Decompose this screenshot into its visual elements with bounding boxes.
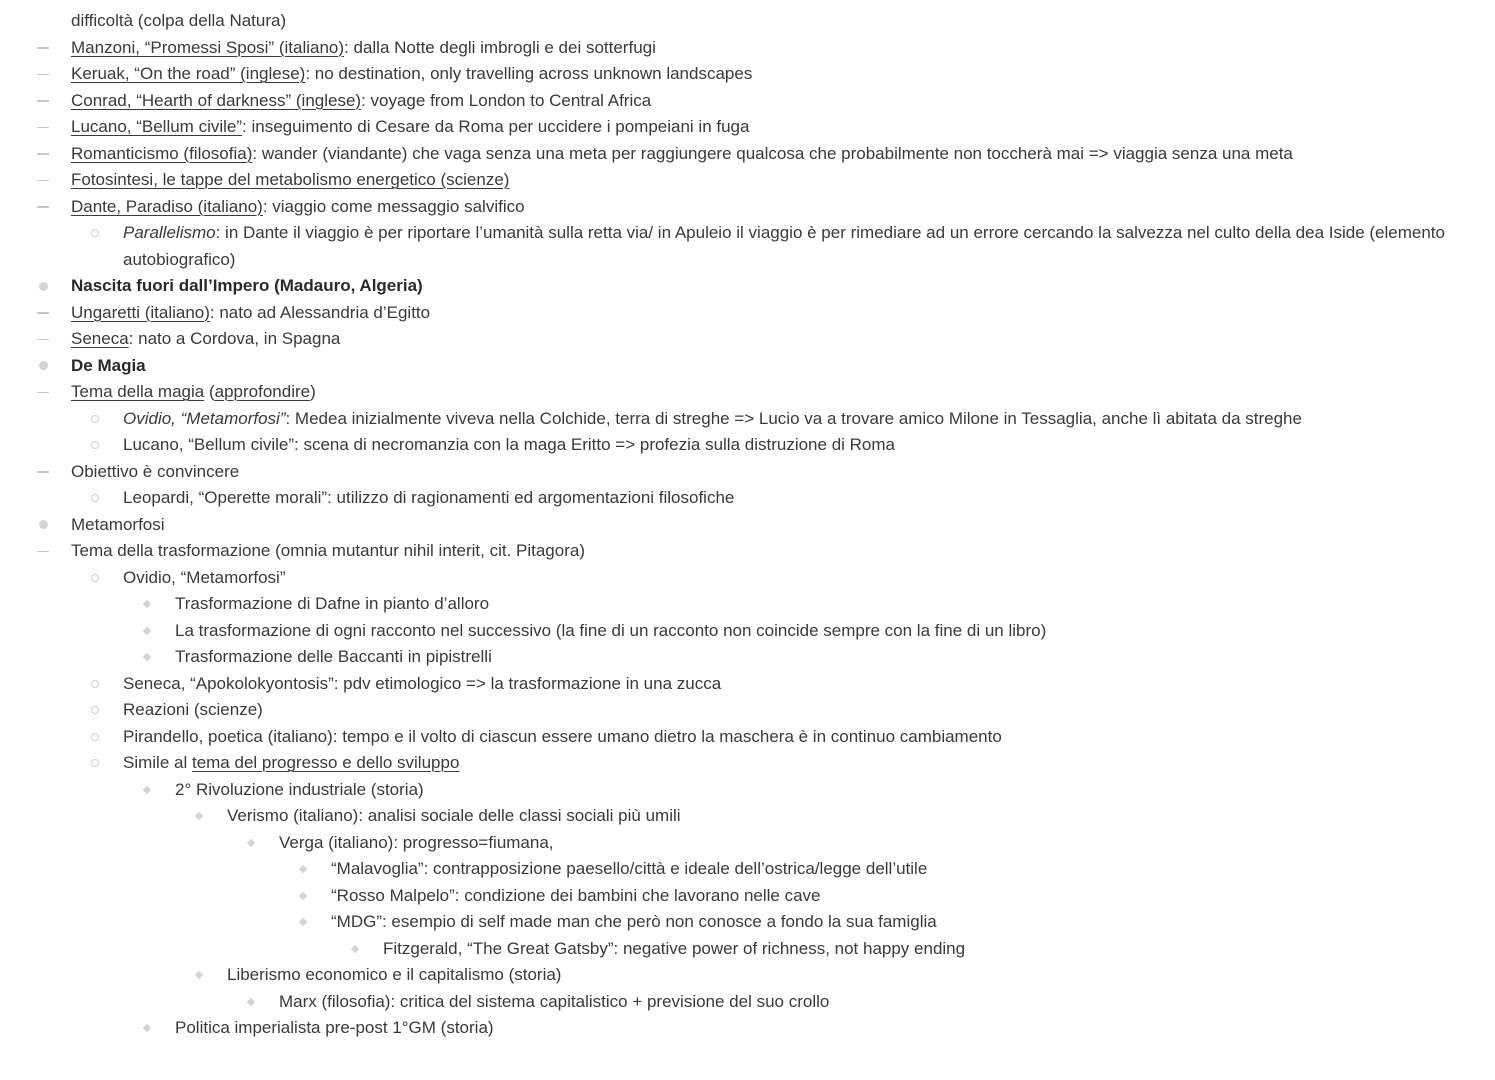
- item-text: Simile al: [123, 753, 192, 772]
- dash-bullet-icon: [36, 167, 50, 194]
- dash-bullet-icon: [36, 35, 50, 62]
- item-text: : viaggio come messaggio salvifico: [262, 196, 525, 216]
- diamond-bullet-icon: [296, 856, 310, 883]
- list-item: [0, 167, 1495, 194]
- item-text: Ovidio, “Metamorfosi”: [123, 567, 286, 587]
- list-item: [0, 750, 1495, 777]
- item-emphasis: Parallelismo: [123, 223, 216, 242]
- circle-bullet-icon: [88, 724, 102, 751]
- list-item: [0, 114, 1495, 141]
- dash-bullet-icon: [36, 300, 50, 327]
- section-heading: Nascita fuori dall’Impero (Madauro, Algeria): [71, 276, 423, 295]
- diamond-bullet-icon: [192, 803, 206, 830]
- list-item: [0, 88, 1495, 115]
- item-text: Politica imperialista pre-post 1°GM (storia): [175, 1018, 494, 1037]
- dash-bullet-icon: [36, 538, 50, 565]
- list-item: [0, 485, 1495, 512]
- list-item: [0, 300, 1495, 327]
- list-item: [0, 936, 1495, 963]
- item-emphasis: Ovidio, “Metamorfosi”: [123, 408, 286, 428]
- item-text: Lucano, “Bellum civile”: scena di necromanzia con la maga Eritto => profezia sulla distruzione di Roma: [123, 435, 895, 454]
- list-item: [0, 326, 1495, 353]
- item-text: 2° Rivoluzione industriale (storia): [175, 779, 424, 799]
- list-item: [0, 406, 1495, 433]
- topic-link[interactable]: Lucano, “Bellum civile”: [71, 117, 243, 136]
- item-text: Trasformazione delle Baccanti in pipistrelli: [175, 647, 492, 666]
- topic-link[interactable]: Fotosintesi, le tappe del metabolismo energetico (scienze): [71, 170, 510, 189]
- item-text: Fitzgerald, “The Great Gatsby”: negative power of richness, not happy ending: [383, 938, 966, 958]
- topic-link[interactable]: Ungaretti (italiano): [71, 302, 210, 322]
- diamond-bullet-icon: [140, 1015, 154, 1042]
- diamond-bullet-icon: [348, 936, 362, 963]
- dash-bullet-icon: [36, 114, 50, 141]
- item-text: Verismo (italiano): analisi sociale delle classi sociali più umili: [227, 806, 681, 825]
- topic-link[interactable]: Dante, Paradiso (italiano): [71, 196, 263, 216]
- item-text: Reazioni (scienze): [123, 700, 263, 719]
- list-item: [0, 618, 1495, 645]
- list-item: [0, 1015, 1495, 1042]
- item-text: ): [310, 382, 316, 401]
- circle-bullet-icon: [88, 565, 102, 592]
- circle-bullet-icon: [88, 220, 102, 247]
- list-item: [0, 724, 1495, 751]
- dash-bullet-icon: [36, 61, 50, 88]
- list-item: [0, 856, 1495, 883]
- dot-bullet-icon: [36, 273, 50, 300]
- item-text: “MDG”: esempio di self made man che però non conosce a fondo la sua famiglia: [331, 912, 937, 931]
- item-text: difficoltà (colpa della Natura): [71, 11, 287, 30]
- list-item: [0, 591, 1495, 618]
- item-text: : nato a Cordova, in Spagna: [128, 329, 341, 348]
- list-item: [0, 35, 1495, 62]
- list-item: [0, 273, 1495, 300]
- diamond-bullet-icon: [192, 962, 206, 989]
- list-item: [0, 989, 1495, 1016]
- list-item: [0, 644, 1495, 671]
- circle-bullet-icon: [88, 406, 102, 433]
- diamond-bullet-icon: [296, 883, 310, 910]
- list-item: [0, 565, 1495, 592]
- circle-bullet-icon: [88, 697, 102, 724]
- list-item: [0, 962, 1495, 989]
- dash-bullet-icon: [36, 459, 50, 486]
- diamond-bullet-icon: [244, 989, 258, 1016]
- topic-link[interactable]: Manzoni, “Promessi Sposi” (italiano): [71, 37, 345, 57]
- item-text: Tema della trasformazione (omnia mutantur nihil interit, cit. Pitagora): [71, 541, 585, 560]
- item-text: Verga (italiano): progresso=fiumana,: [279, 832, 554, 852]
- topic-link[interactable]: tema del progresso e dello sviluppo: [191, 753, 460, 772]
- item-text: Liberismo economico e il capitalismo (storia): [227, 965, 562, 984]
- item-text: “Rosso Malpelo”: condizione dei bambini che lavorano nelle cave: [331, 885, 821, 905]
- list-item: [0, 432, 1495, 459]
- item-text: Leopardi, “Operette morali”: utilizzo di ragionamenti ed argomentazioni filosofiche: [123, 488, 735, 507]
- topic-link[interactable]: Keruak, “On the road” (inglese): [71, 64, 306, 83]
- item-text: Marx (filosofia): critica del sistema capitalistico + previsione del suo crollo: [279, 991, 830, 1011]
- section-heading: De Magia: [71, 355, 146, 375]
- list-item: [0, 777, 1495, 804]
- diamond-bullet-icon: [140, 618, 154, 645]
- item-text: “Malavoglia”: contrapposizione paesello/città e ideale dell’ostrica/legge dell’utile: [331, 859, 928, 878]
- list-item: [0, 194, 1495, 221]
- list-item: [0, 141, 1495, 168]
- dot-bullet-icon: [36, 512, 50, 539]
- topic-link[interactable]: Tema della magia: [71, 382, 205, 401]
- item-text: : wander (viandante) che vaga senza una meta per raggiungere qualcosa che probabilmente non toccherà mai => viaggia senza una meta: [252, 143, 1293, 163]
- item-text: : no destination, only travelling across unknown landscapes: [305, 64, 753, 83]
- diamond-bullet-icon: [296, 909, 310, 936]
- item-text: : in Dante il viaggio è per riportare l’umanità sulla retta via/ in Apuleio il viaggio è per rimediare ad un errore cercando la salvezza nel culto della dea Iside (elemento autobiografico): [123, 223, 1445, 269]
- list-item: [0, 512, 1495, 539]
- list-item: [0, 8, 1495, 35]
- item-text: : dalla Notte degli imbrogli e dei sotterfugi: [344, 37, 656, 57]
- diamond-bullet-icon: [140, 644, 154, 671]
- item-text: : inseguimento di Cesare da Roma per uccidere i pompeiani in fuga: [242, 117, 750, 136]
- item-text: Seneca, “Apokolokyontosis”: pdv etimologico => la trasformazione in una zucca: [123, 673, 722, 693]
- circle-bullet-icon: [88, 432, 102, 459]
- item-text: Trasformazione di Dafne in pianto d’alloro: [175, 594, 490, 613]
- topic-link[interactable]: Conrad, “Hearth of darkness” (inglese): [71, 90, 362, 110]
- item-text: : voyage from London to Central Africa: [361, 90, 652, 110]
- list-item: [0, 909, 1495, 936]
- dash-bullet-icon: [36, 326, 50, 353]
- item-text: Obiettivo è convincere: [71, 461, 240, 481]
- list-item: [0, 697, 1495, 724]
- list-item: [0, 220, 1495, 273]
- item-text: (: [204, 382, 215, 401]
- topic-link[interactable]: approfondire: [214, 382, 311, 401]
- list-item: [0, 459, 1495, 486]
- item-text: La trasformazione di ogni racconto nel successivo (la fine di un racconto non coincide sempre con la fine di un libro): [175, 620, 1047, 640]
- topic-link[interactable]: Seneca: [71, 329, 129, 348]
- list-item: [0, 830, 1495, 857]
- item-text: : Medea inizialmente viveva nella Colchide, terra di streghe => Lucio va a trovare amico Milone in Tessaglia, anche lì abitata da streghe: [285, 408, 1302, 428]
- diamond-bullet-icon: [244, 830, 258, 857]
- list-item: [0, 353, 1495, 380]
- list-item: [0, 61, 1495, 88]
- diamond-bullet-icon: [140, 591, 154, 618]
- item-text: Metamorfosi: [71, 514, 165, 534]
- list-item: [0, 671, 1495, 698]
- item-text: Pirandello, poetica (italiano): tempo e il volto di ciascun essere umano dietro la maschera è in continuo cambiamento: [123, 726, 1002, 746]
- circle-bullet-icon: [88, 485, 102, 512]
- diamond-bullet-icon: [140, 777, 154, 804]
- list-item: [0, 379, 1495, 406]
- dash-bullet-icon: [36, 88, 50, 115]
- circle-bullet-icon: [88, 671, 102, 698]
- dash-bullet-icon: [36, 141, 50, 168]
- item-text: : nato ad Alessandria d’Egitto: [209, 302, 431, 322]
- dash-bullet-icon: [36, 194, 50, 221]
- dash-bullet-icon: [36, 379, 50, 406]
- dot-bullet-icon: [36, 353, 50, 380]
- circle-bullet-icon: [88, 750, 102, 777]
- list-item: [0, 883, 1495, 910]
- list-item: [0, 538, 1495, 565]
- topic-link[interactable]: Romanticismo (filosofia): [71, 143, 253, 163]
- notes-outline: [0, 8, 1495, 1042]
- list-item: [0, 803, 1495, 830]
